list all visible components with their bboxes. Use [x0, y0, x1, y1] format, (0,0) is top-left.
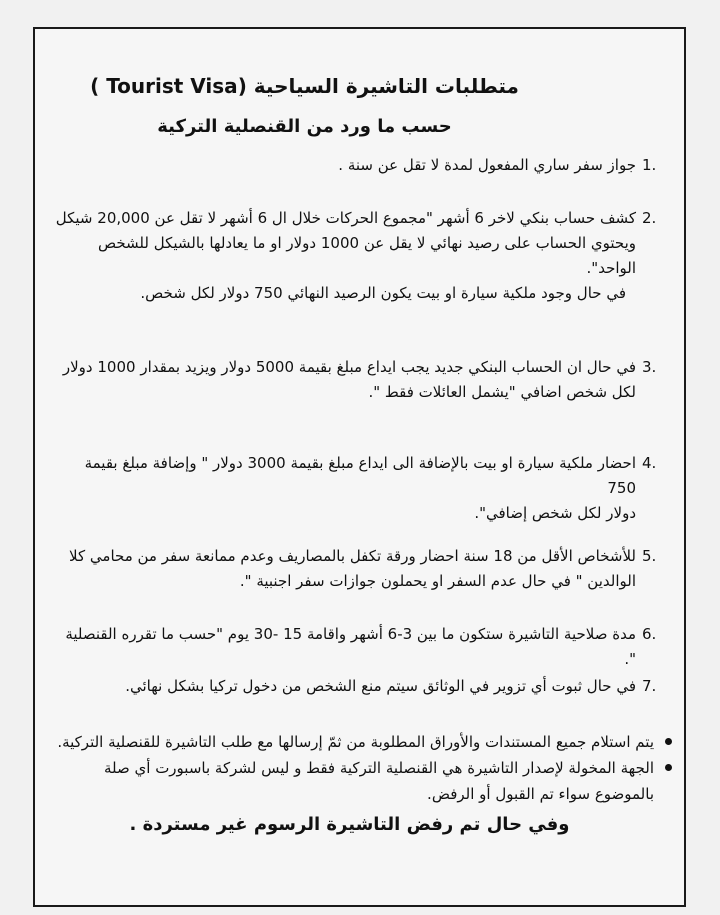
item-line: جواز سفر ساري المفعول لمدة لا تقل عن سنة .: [338, 156, 636, 174]
item-number: 7.: [642, 677, 657, 695]
item-number: 6.: [642, 625, 657, 643]
document-title: متطلبات التاشيرة السياحية (Tourist Visa ): [90, 74, 519, 98]
item-line: للأشخاص الأقل من 18 سنة احضار ورقة تكفل بالمصاريف وعدم ممانعة سفر من محامي كلا: [69, 547, 636, 565]
item-number: 2.: [642, 209, 657, 227]
document-subtitle: حسب ما ورد من القنصلية التركية: [157, 116, 452, 137]
bullet-dot-icon: [665, 738, 672, 745]
item-line: الوالدين " في حال عدم السفر او يحملون جوازات سفر اجنبية ".: [239, 572, 636, 590]
bullet-line: يتم استلام جميع المستندات والأوراق المطلوبة من ثمّ إرسالها مع طلب التاشيرة للقنصلية التركية.: [57, 733, 654, 751]
requirement-item-7: [55, 674, 657, 699]
bullet-dot-icon: [665, 764, 672, 771]
requirement-item-1: [55, 153, 657, 178]
item-number: 3.: [642, 358, 657, 376]
item-line: دولار لكل شخص إضافي".: [474, 504, 636, 522]
bullet-line: الجهة المخولة لإصدار التاشيرة هي القنصلية التركية فقط و ليس لشركة باسبورت أي صلة: [104, 759, 654, 777]
item-line: مدة صلاحية التاشيرة ستكون ما بين 3-6 أشهر واقامة 15 -30 يوم "حسب ما تقرره القنصلية ".: [65, 625, 636, 668]
item-line: الواحد".: [586, 259, 636, 277]
item-line: احضار ملكية سيارة او بيت بالإضافة الى ايداع مبلغ بقيمة 3000 دولار " وإضافة مبلغ بقيمة 750: [84, 454, 636, 497]
item-number: 4.: [642, 454, 657, 472]
note-bullet-1: [55, 729, 654, 755]
item-line: في حال ان الحساب البنكي جديد يجب ايداع مبلغ بقيمة 5000 دولار ويزيد بمقدار 1000 دولار: [62, 358, 636, 376]
requirement-item-6: [55, 622, 657, 672]
requirement-item-4: [55, 451, 657, 526]
item-number: 5.: [642, 547, 657, 565]
note-bullet-2: [55, 755, 654, 807]
document-frame: [33, 27, 686, 907]
requirement-item-5: [55, 544, 657, 594]
item-number: 1.: [642, 156, 657, 174]
item-line: لكل شخص اضافي "يشمل العائلات فقط ".: [368, 383, 636, 401]
requirement-item-3: [55, 355, 657, 405]
refund-notice: وفي حال تم رفض التاشيرة الرسوم غير مستردة .: [129, 814, 570, 835]
requirement-item-2: [55, 206, 657, 306]
bullet-line: بالموضوع سواء تم القبول أو الرفض.: [427, 785, 654, 803]
item-line: ويحتوي الحساب على رصيد نهائي لا يقل عن 1000 دولار او ما يعادلها بالشيكل للشخص: [97, 234, 636, 252]
item-line: كشف حساب بنكي لاخر 6 أشهر "مجموع الحركات خلال ال 6 أشهر لا تقل عن 20,000 شيكل: [55, 209, 636, 227]
item-line: في حال ثبوت أي تزوير في الوثائق سيتم منع الشخص من دخول تركيا بشكل نهائي.: [125, 677, 636, 695]
item-line: في حال وجود ملكية سيارة او بيت يكون الرصيد النهائي 750 دولار لكل شخص.: [140, 284, 626, 302]
